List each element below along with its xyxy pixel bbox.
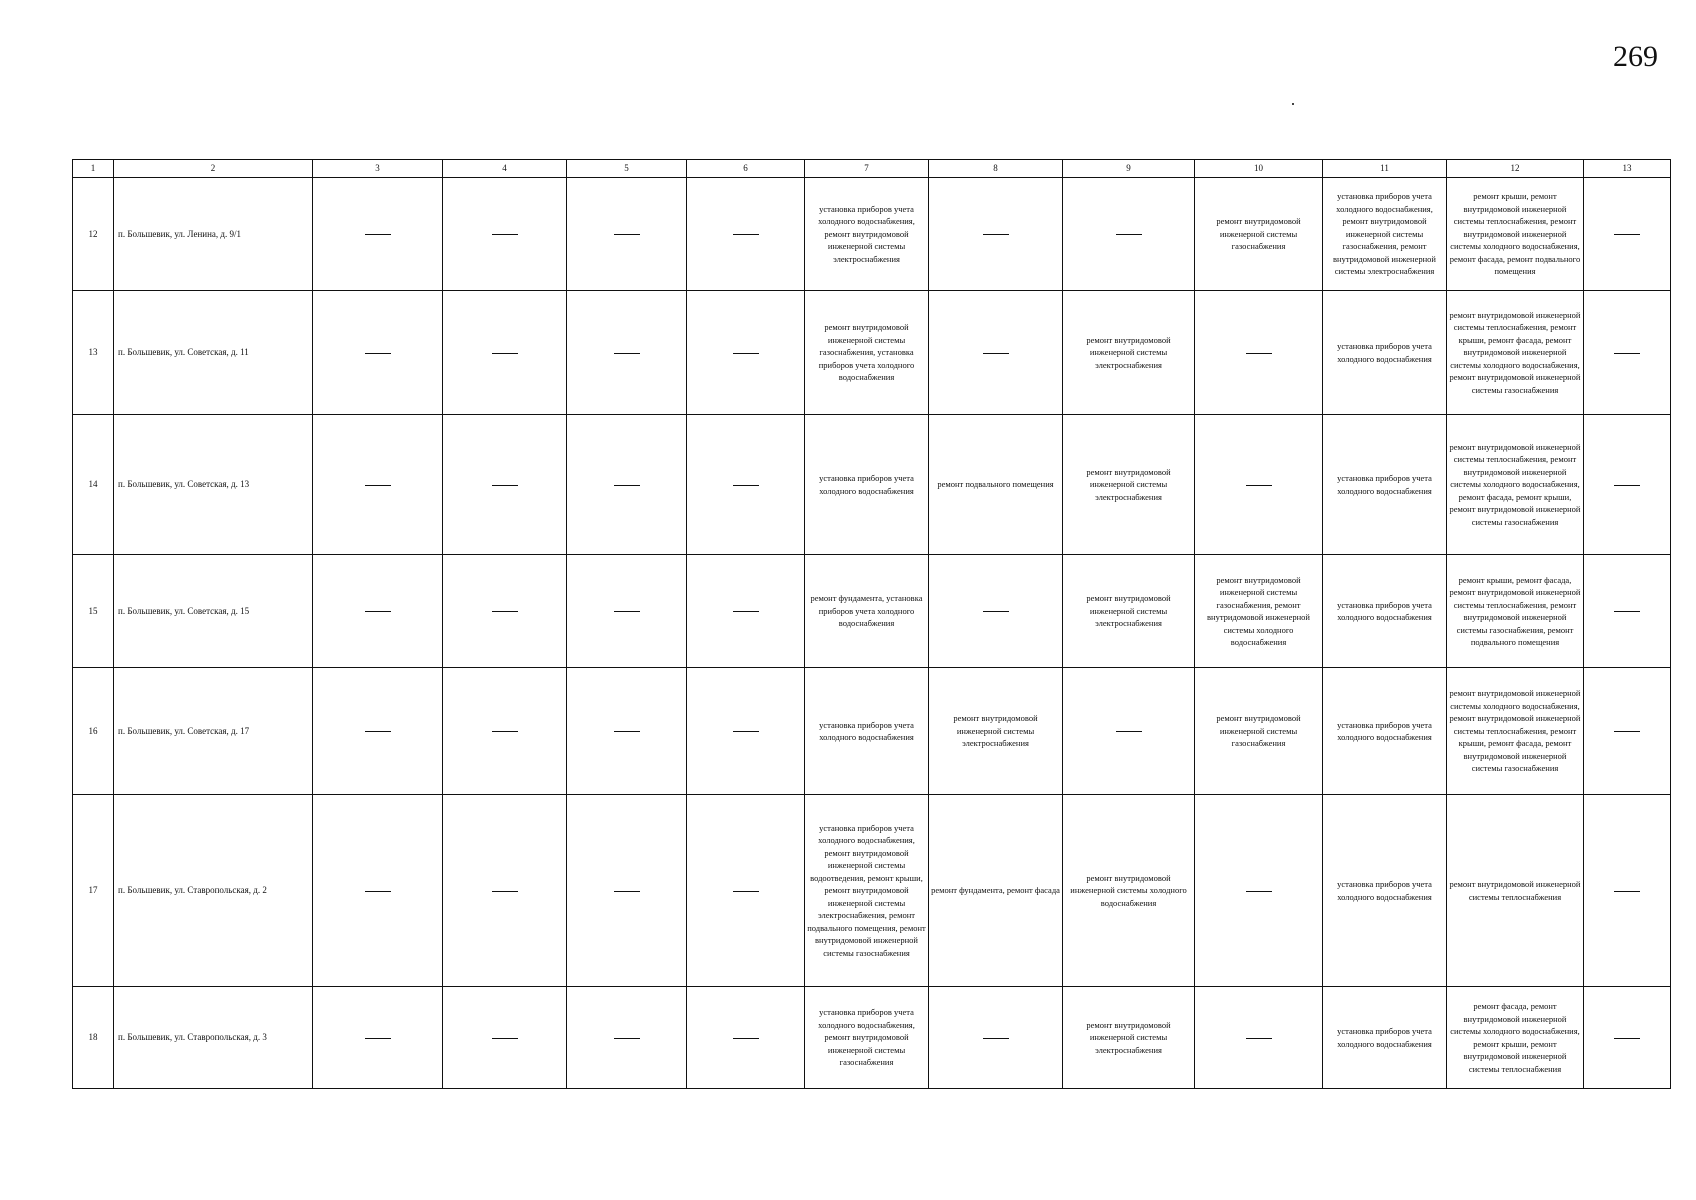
work-cell: установка приборов учета холодного водоснабжения, ремонт внутридомовой инженерной системы электроснабжения	[805, 178, 929, 291]
work-cell: ремонт фундамента, ремонт фасада	[929, 795, 1063, 987]
dash-mark	[492, 891, 518, 892]
work-cell	[313, 291, 443, 415]
dash-mark	[1116, 234, 1142, 235]
work-cell: установка приборов учета холодного водоснабжения	[1323, 668, 1447, 795]
work-cell	[1584, 291, 1671, 415]
row-number-cell: 15	[73, 555, 114, 668]
dash-mark	[1614, 1038, 1640, 1039]
work-cell	[687, 555, 805, 668]
work-cell	[1584, 415, 1671, 555]
work-cell	[929, 291, 1063, 415]
row-number-cell: 13	[73, 291, 114, 415]
work-cell: ремонт внутридомовой инженерной системы электроснабжения	[1063, 555, 1195, 668]
work-cell: ремонт внутридомовой инженерной системы холодного водоснабжения	[1063, 795, 1195, 987]
row-number-cell: 16	[73, 668, 114, 795]
dash-mark	[1614, 731, 1640, 732]
column-header: 13	[1584, 160, 1671, 178]
work-cell: ремонт внутридомовой инженерной системы теплоснабжения, ремонт крыши, ремонт фасада, ремонт внутридомовой инженерной системы холодного водоснабжения, ремонт внутридомовой инженерной системы газоснабжения	[1447, 291, 1584, 415]
work-cell	[313, 415, 443, 555]
column-header: 12	[1447, 160, 1584, 178]
dash-mark	[1614, 891, 1640, 892]
column-header: 9	[1063, 160, 1195, 178]
table-row	[73, 178, 1671, 291]
dash-mark	[365, 891, 391, 892]
work-cell: ремонт внутридомовой инженерной системы теплоснабжения, ремонт внутридомовой инженерной системы холодного водоснабжения, ремонт фасада, ремонт крыши, ремонт внутридомовой инженерной системы газоснабжения	[1447, 415, 1584, 555]
work-cell	[1195, 291, 1323, 415]
work-cell	[687, 291, 805, 415]
dash-mark	[1614, 611, 1640, 612]
dash-mark	[492, 1038, 518, 1039]
page-number: 269	[1613, 40, 1658, 73]
address-cell: п. Большевик, ул. Советская, д. 17	[114, 668, 313, 795]
dash-mark	[614, 731, 640, 732]
work-cell	[443, 987, 567, 1089]
dash-mark	[365, 353, 391, 354]
work-cell	[567, 555, 687, 668]
dash-mark	[614, 1038, 640, 1039]
dash-mark	[733, 891, 759, 892]
table-row	[73, 555, 1671, 668]
dash-mark	[365, 611, 391, 612]
work-cell: ремонт внутридомовой инженерной системы холодного водоснабжения, ремонт внутридомовой инженерной системы теплоснабжения, ремонт крыши, ремонт фасада, ремонт внутридомовой инженерной системы газоснабжения	[1447, 668, 1584, 795]
dash-mark	[365, 1038, 391, 1039]
work-cell	[687, 987, 805, 1089]
row-number-cell: 17	[73, 795, 114, 987]
work-cell	[567, 178, 687, 291]
column-header: 11	[1323, 160, 1447, 178]
work-cell	[567, 668, 687, 795]
dash-mark	[365, 485, 391, 486]
work-cell: установка приборов учета холодного водоснабжения, ремонт внутридомовой инженерной системы водоотведения, ремонт крыши, ремонт внутридомовой инженерной системы электроснабжения, ремонт подвального помещения, ремонт внутридомовой инженерной системы газоснабжения	[805, 795, 929, 987]
dash-mark	[733, 353, 759, 354]
work-cell: установка приборов учета холодного водоснабжения	[1323, 555, 1447, 668]
work-cell: ремонт фундамента, установка приборов учета холодного водоснабжения	[805, 555, 929, 668]
column-header: 3	[313, 160, 443, 178]
dash-mark	[733, 611, 759, 612]
dash-mark	[1614, 234, 1640, 235]
work-cell: ремонт внутридомовой инженерной системы газоснабжения, ремонт внутридомовой инженерной системы холодного водоснабжения	[1195, 555, 1323, 668]
work-cell: ремонт внутридомовой инженерной системы электроснабжения	[1063, 415, 1195, 555]
dash-mark	[1246, 353, 1272, 354]
work-cell	[443, 668, 567, 795]
dash-mark	[1116, 731, 1142, 732]
dash-mark	[1246, 485, 1272, 486]
column-header: 10	[1195, 160, 1323, 178]
work-cell: ремонт фасада, ремонт внутридомовой инженерной системы холодного водоснабжения, ремонт крыши, ремонт внутридомовой инженерной системы теплоснабжения	[1447, 987, 1584, 1089]
dash-mark	[365, 731, 391, 732]
dash-mark	[614, 234, 640, 235]
dash-mark	[492, 234, 518, 235]
table-row	[73, 987, 1671, 1089]
work-cell	[313, 987, 443, 1089]
work-cell	[687, 178, 805, 291]
work-cell: установка приборов учета холодного водоснабжения, ремонт внутридомовой инженерной системы газоснабжения	[805, 987, 929, 1089]
dash-mark	[492, 611, 518, 612]
work-cell	[1195, 795, 1323, 987]
work-cell: ремонт подвального помещения	[929, 415, 1063, 555]
work-cell: ремонт внутридомовой инженерной системы газоснабжения, установка приборов учета холодного водоснабжения	[805, 291, 929, 415]
dash-mark	[733, 485, 759, 486]
dash-mark	[983, 353, 1009, 354]
work-cell	[1063, 668, 1195, 795]
column-header: 1	[73, 160, 114, 178]
work-cell: установка приборов учета холодного водоснабжения	[1323, 795, 1447, 987]
work-cell: установка приборов учета холодного водоснабжения	[1323, 291, 1447, 415]
work-cell	[313, 178, 443, 291]
work-cell	[567, 415, 687, 555]
work-cell	[687, 668, 805, 795]
table-row	[73, 291, 1671, 415]
work-cell: ремонт внутридомовой инженерной системы теплоснабжения	[1447, 795, 1584, 987]
column-header: 4	[443, 160, 567, 178]
works-table	[72, 159, 1671, 1089]
dash-mark	[1614, 353, 1640, 354]
work-cell: установка приборов учета холодного водоснабжения	[805, 668, 929, 795]
dash-mark	[365, 234, 391, 235]
work-cell	[313, 668, 443, 795]
work-cell: установка приборов учета холодного водоснабжения, ремонт внутридомовой инженерной системы газоснабжения, ремонт внутридомовой инженерной системы электроснабжения	[1323, 178, 1447, 291]
table-row	[73, 795, 1671, 987]
work-cell	[567, 291, 687, 415]
column-header: 7	[805, 160, 929, 178]
table-body	[73, 178, 1671, 1089]
work-cell: ремонт внутридомовой инженерной системы электроснабжения	[929, 668, 1063, 795]
work-cell	[929, 987, 1063, 1089]
dash-mark	[983, 234, 1009, 235]
work-cell	[1584, 668, 1671, 795]
work-cell	[443, 415, 567, 555]
work-cell: установка приборов учета холодного водоснабжения	[805, 415, 929, 555]
work-cell: ремонт крыши, ремонт внутридомовой инженерной системы теплоснабжения, ремонт внутридомовой инженерной системы холодного водоснабжения, ремонт фасада, ремонт подвального помещения	[1447, 178, 1584, 291]
work-cell	[443, 178, 567, 291]
dash-mark	[614, 353, 640, 354]
table-row	[73, 415, 1671, 555]
row-number-cell: 18	[73, 987, 114, 1089]
work-cell	[313, 795, 443, 987]
dash-mark	[983, 611, 1009, 612]
work-cell: ремонт внутридомовой инженерной системы газоснабжения	[1195, 178, 1323, 291]
dash-mark	[733, 1038, 759, 1039]
row-number-cell: 14	[73, 415, 114, 555]
dash-mark	[492, 485, 518, 486]
work-cell	[313, 555, 443, 668]
address-cell: п. Большевик, ул. Советская, д. 15	[114, 555, 313, 668]
work-cell: ремонт внутридомовой инженерной системы электроснабжения	[1063, 987, 1195, 1089]
dash-mark	[614, 891, 640, 892]
work-cell	[929, 178, 1063, 291]
work-cell	[1584, 987, 1671, 1089]
work-cell	[567, 795, 687, 987]
column-header: 6	[687, 160, 805, 178]
dash-mark	[1246, 1038, 1272, 1039]
dash-mark	[733, 731, 759, 732]
dash-mark	[983, 1038, 1009, 1039]
work-cell	[1195, 415, 1323, 555]
work-cell	[567, 987, 687, 1089]
address-cell: п. Большевик, ул. Ставропольская, д. 2	[114, 795, 313, 987]
work-cell	[929, 555, 1063, 668]
column-header: 5	[567, 160, 687, 178]
work-cell	[443, 555, 567, 668]
work-cell	[1063, 178, 1195, 291]
work-cell: ремонт крыши, ремонт фасада, ремонт внутридомовой инженерной системы теплоснабжения, ремонт внутридомовой инженерной системы газоснабжения, ремонт подвального помещения	[1447, 555, 1584, 668]
work-cell	[443, 795, 567, 987]
dash-mark	[492, 353, 518, 354]
dash-mark	[614, 485, 640, 486]
work-cell: ремонт внутридомовой инженерной системы газоснабжения	[1195, 668, 1323, 795]
work-cell: ремонт внутридомовой инженерной системы электроснабжения	[1063, 291, 1195, 415]
work-cell: установка приборов учета холодного водоснабжения	[1323, 987, 1447, 1089]
work-cell	[687, 415, 805, 555]
dash-mark	[492, 731, 518, 732]
work-cell	[1584, 555, 1671, 668]
column-number-row	[73, 160, 1671, 178]
work-cell: установка приборов учета холодного водоснабжения	[1323, 415, 1447, 555]
column-header: 8	[929, 160, 1063, 178]
work-cell	[1584, 795, 1671, 987]
row-number-cell: 12	[73, 178, 114, 291]
table-row	[73, 668, 1671, 795]
address-cell: п. Большевик, ул. Советская, д. 13	[114, 415, 313, 555]
address-cell: п. Большевик, ул. Ленина, д. 9/1	[114, 178, 313, 291]
work-cell	[1195, 987, 1323, 1089]
work-cell	[687, 795, 805, 987]
work-cell	[1584, 178, 1671, 291]
dash-mark	[1246, 891, 1272, 892]
dash-mark	[614, 611, 640, 612]
work-cell	[443, 291, 567, 415]
address-cell: п. Большевик, ул. Ставропольская, д. 3	[114, 987, 313, 1089]
scan-speck	[1292, 103, 1294, 105]
dash-mark	[733, 234, 759, 235]
dash-mark	[1614, 485, 1640, 486]
address-cell: п. Большевик, ул. Советская, д. 11	[114, 291, 313, 415]
column-header: 2	[114, 160, 313, 178]
